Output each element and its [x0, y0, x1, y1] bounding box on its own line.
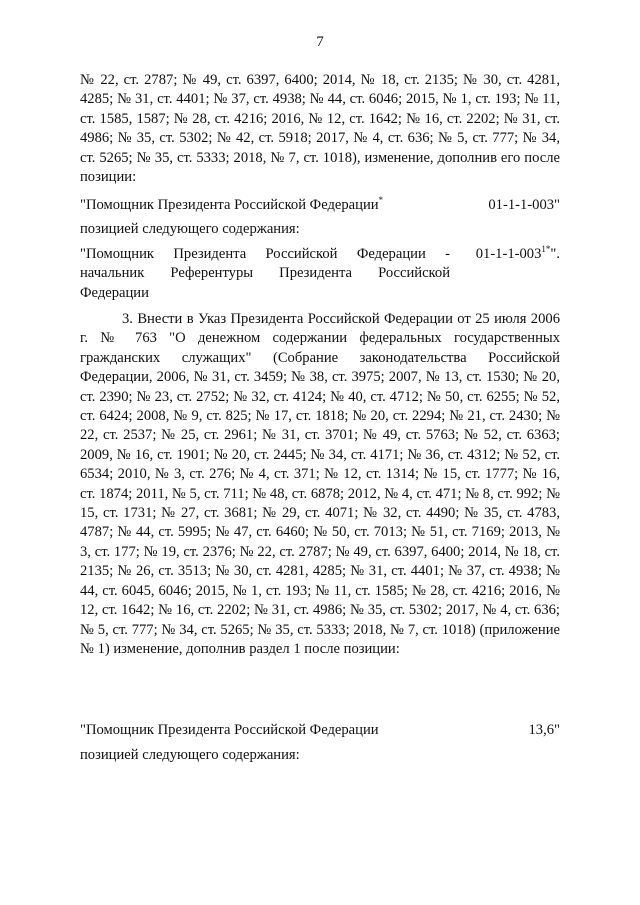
position-code-text: 01-1-1-003: [475, 246, 542, 262]
position-title: [80, 196, 480, 215]
position-code-suffix: ".: [550, 246, 560, 262]
position-title: "Помощник Президента Российской Федерации - начальник Референтуры Президента Российской Федерации: [80, 246, 450, 301]
footnote-mark: 1*: [541, 244, 551, 255]
position-code: [476, 245, 560, 264]
position-title: "Помощник Президента Российской Федерации: [80, 722, 379, 738]
position-entry-salary: [80, 721, 560, 740]
position-salary-value: 13,6": [528, 722, 560, 738]
position-entry-assistant: [80, 196, 560, 215]
footnote-mark: *: [378, 195, 384, 206]
position-title-text: "Помощник Президента Российской Федерации: [80, 197, 379, 213]
paragraph-following-content-2: позицией следующего содержания:: [80, 747, 300, 763]
position-code: 01-1-1-003": [488, 197, 560, 213]
page-number: 7: [316, 34, 324, 50]
paragraph-item-3: 3. Внести в Указ Президента Российской Федерации от 25 июля 2006 г. № 763 "О денежном содержании федеральных государственных гражданских служащих" (Собрание законодательства Российской Федерации, 2006, № 31, ст. 3459; № 38, ст. 3975; 2007, № 13, ст. 1530; № 20, ст. 2390; № 23, ст. 2752; № 32, ст. 4124; № 40, ст. 4712; № 50, ст. 6255; № 52, ст. 6424; 2008, № 9, ст. 825; № 17, ст. 1818; № 20, ст. 2294; № 21, ст. 2430; № 22, ст. 2537; № 25, ст. 2961; № 31, ст. 3701; № 49, ст. 5763; № 52, ст. 6363; 2009, № 16, ст. 1901; № 20, ст. 2445; № 34, ст. 4171; № 36, ст. 4312; № 52, ст. 6534; 2010, № 3, ст. 276; № 4, ст. 371; № 12, ст. 1314; № 15, ст. 1777; № 16, ст. 1874; 2011, № 5, ст. 711; № 48, ст. 6878; 2012, № 4, ст. 471; № 8, ст. 992; № 15, ст. 1731; № 27, ст. 3681; № 29, ст. 4071; № 32, ст. 4490; № 35, ст. 4783, 4787; № 44, ст. 5995; № 47, ст. 6460; № 50, ст. 7013; № 51, ст. 7169; 2013, № 3, ст. 177; № 19, ст. 2376; № 22, ст. 2787; № 49, ст. 6397, 6400; 2014, № 18, ст. 2135; № 26, ст. 3513; № 30, ст. 4281, 4285; № 31, ст. 4401; № 37, ст. 4938; № 44, ст. 6045, 6046; 2015, № 1, ст. 193; № 11, ст. 1585; № 28, ст. 4216; 2016, № 12, ст. 1642; № 16, ст. 2202; № 31, ст. 4986; № 35, ст. 5302; 2017, № 4, ст. 636; № 5, ст. 777; № 34, ст. 5265; № 35, ст. 5333; 2018, № 7, ст. 1018) (приложение № 1) изменение, дополнив раздел 1 после позиции:: [80, 311, 560, 657]
paragraph-following-content: позицией следующего содержания:: [80, 221, 300, 237]
position-entry-assistant-head: [80, 245, 560, 303]
paragraph-citations: № 22, ст. 2787; № 49, ст. 6397, 6400; 2014, № 18, ст. 2135; № 30, ст. 4281, 4285; № 31, ст. 4401; № 37, ст. 4938; № 44, ст. 6046; 2015, № 1, ст. 193; № 11, ст. 1585, 1587; № 28, ст. 4216; 2016, № 12, ст. 1642; № 16, ст. 2202; № 31, ст. 4986; № 35, ст. 5302; № 42, ст. 5918; 2017, № 4, ст. 636; № 5, ст. 777; № 34, ст. 5265; № 35, ст. 5333; 2018, № 7, ст. 1018), изменение, дополнив его после позиции:: [80, 72, 560, 186]
